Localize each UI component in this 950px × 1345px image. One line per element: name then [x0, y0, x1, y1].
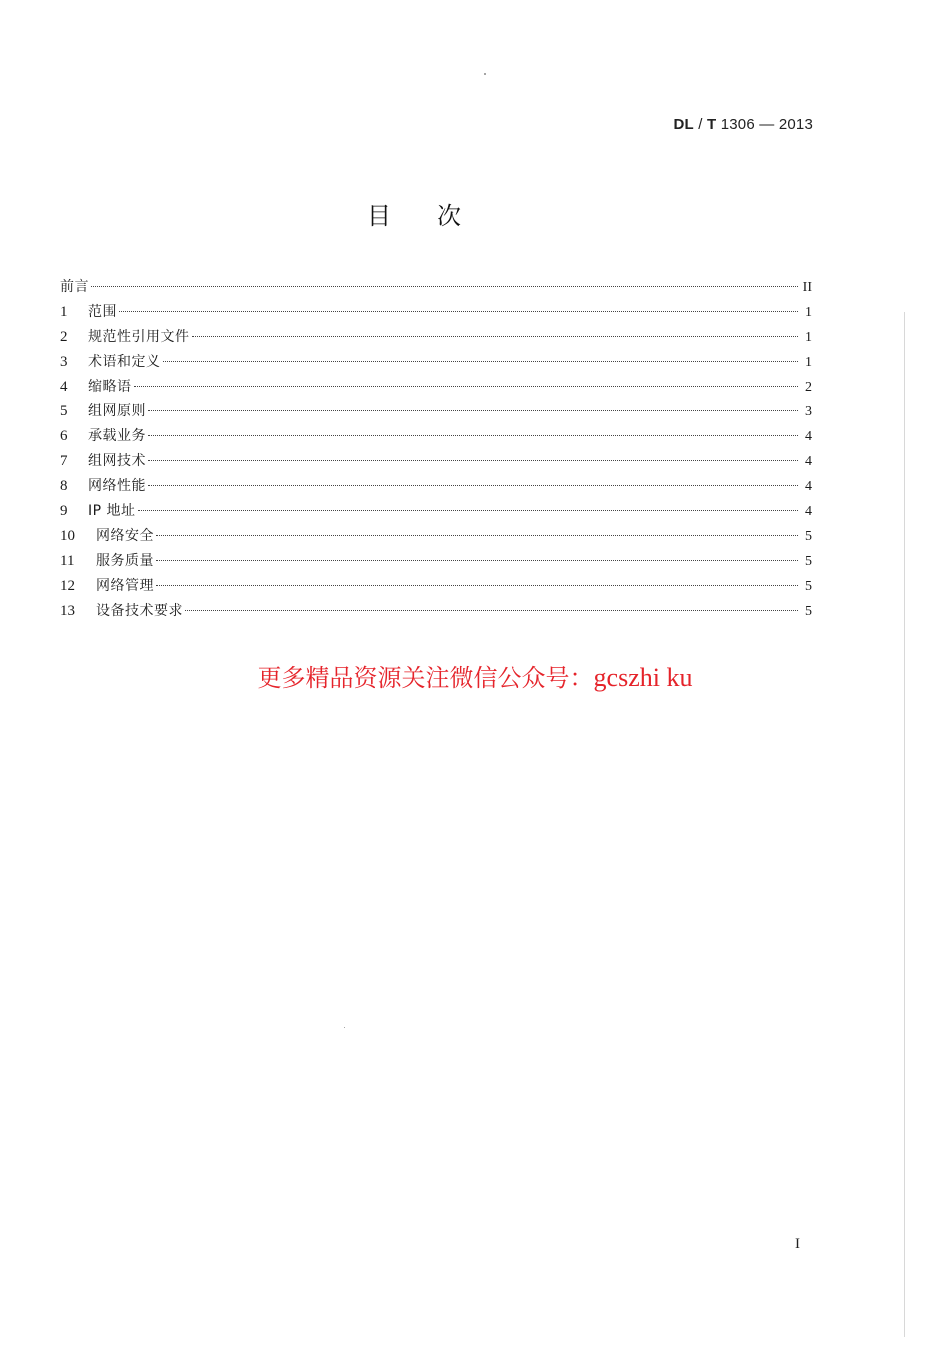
- toc-dot-leader: [156, 560, 798, 561]
- toc-dot-leader: [185, 610, 798, 611]
- toc-entry[interactable]: [60, 325, 812, 350]
- scan-speck: [484, 73, 486, 75]
- toc-entry[interactable]: [60, 350, 812, 375]
- toc-entry-number: 4: [60, 378, 68, 395]
- toc-entry-number: 5: [60, 403, 68, 420]
- toc-entry[interactable]: [60, 474, 812, 499]
- toc-entry-title: 前言: [60, 279, 89, 295]
- toc-entry-page: 1: [805, 354, 812, 370]
- toc-entry-title: 规范性引用文件: [88, 328, 190, 345]
- toc-entry-number: 11: [60, 552, 75, 569]
- toc-entry-page: 1: [805, 304, 812, 320]
- toc-entry-page: 5: [805, 578, 812, 594]
- toc-entry[interactable]: [60, 574, 812, 599]
- toc-entry[interactable]: [60, 499, 812, 524]
- toc-entry-title: 组网原则: [88, 403, 146, 420]
- toc-entry-page: 4: [805, 454, 812, 470]
- toc-dot-leader: [148, 435, 798, 436]
- toc-dot-leader: [192, 336, 799, 337]
- toc-dot-leader: [148, 410, 798, 411]
- page-number: I: [795, 1236, 800, 1252]
- toc-entry-number: 1: [60, 303, 68, 320]
- toc-entry-page: 5: [805, 603, 812, 619]
- toc-entry-page: 5: [805, 528, 812, 544]
- toc-entry-number: 8: [60, 478, 68, 495]
- toc-entry-title: 范围: [88, 303, 117, 320]
- toc-entry[interactable]: [60, 599, 812, 624]
- toc-entry-title: 服务质量: [96, 552, 154, 569]
- toc-entry-title: 网络性能: [88, 478, 146, 495]
- toc-entry[interactable]: [60, 424, 812, 449]
- toc-entry[interactable]: [60, 524, 812, 549]
- scan-speck: [344, 1027, 345, 1028]
- toc-entry-page: 4: [805, 504, 812, 520]
- toc-entry-number: 2: [60, 328, 68, 345]
- toc-entry-number: 6: [60, 428, 68, 445]
- toc-entry-title: 承载业务: [88, 428, 146, 445]
- toc-dot-leader: [91, 286, 798, 287]
- toc-dot-leader: [138, 510, 798, 511]
- promo-banner: 更多精品资源关注微信公众号：gcszhi ku: [257, 663, 693, 692]
- toc-dot-leader: [148, 485, 798, 486]
- toc-entry-title: 网络管理: [96, 577, 154, 594]
- toc-entry[interactable]: [60, 375, 812, 400]
- toc-entry-title: 缩略语: [88, 378, 132, 395]
- scan-edge-line: [904, 312, 905, 1337]
- toc-entry[interactable]: [60, 275, 812, 300]
- toc-entry-title: 网络安全: [96, 527, 154, 544]
- toc-entry[interactable]: [60, 449, 812, 474]
- toc-entry-page: II: [802, 280, 812, 295]
- toc-entry-number: 3: [60, 353, 68, 370]
- toc-list: [60, 275, 812, 623]
- toc-dot-leader: [156, 585, 798, 586]
- toc-title: 目次: [367, 202, 507, 230]
- toc-entry[interactable]: [60, 300, 812, 325]
- toc-entry[interactable]: [60, 549, 812, 574]
- toc-entry-page: 2: [805, 379, 812, 395]
- toc-entry-number: 7: [60, 453, 68, 470]
- toc-dot-leader: [148, 460, 798, 461]
- toc-entry-page: 4: [805, 479, 812, 495]
- toc-entry-number: 13: [60, 602, 75, 619]
- toc-entry[interactable]: [60, 399, 812, 424]
- toc-entry-title: IP 地址: [88, 503, 136, 520]
- toc-entry-title: 设备技术要求: [96, 602, 183, 619]
- toc-entry-number: 12: [60, 577, 75, 594]
- toc-dot-leader: [119, 311, 798, 312]
- toc-entry-number: 10: [60, 527, 75, 544]
- standard-code: DL / T 1306 — 2013: [673, 116, 813, 133]
- toc-entry-page: 5: [805, 553, 812, 569]
- toc-dot-leader: [163, 361, 799, 362]
- toc-entry-number: 9: [60, 503, 68, 520]
- toc-dot-leader: [134, 386, 799, 387]
- toc-entry-page: 4: [805, 429, 812, 445]
- toc-dot-leader: [156, 535, 798, 536]
- toc-entry-title: 组网技术: [88, 453, 146, 470]
- toc-entry-page: 3: [805, 404, 812, 420]
- toc-entry-page: 1: [805, 329, 812, 345]
- toc-entry-title: 术语和定义: [88, 353, 161, 370]
